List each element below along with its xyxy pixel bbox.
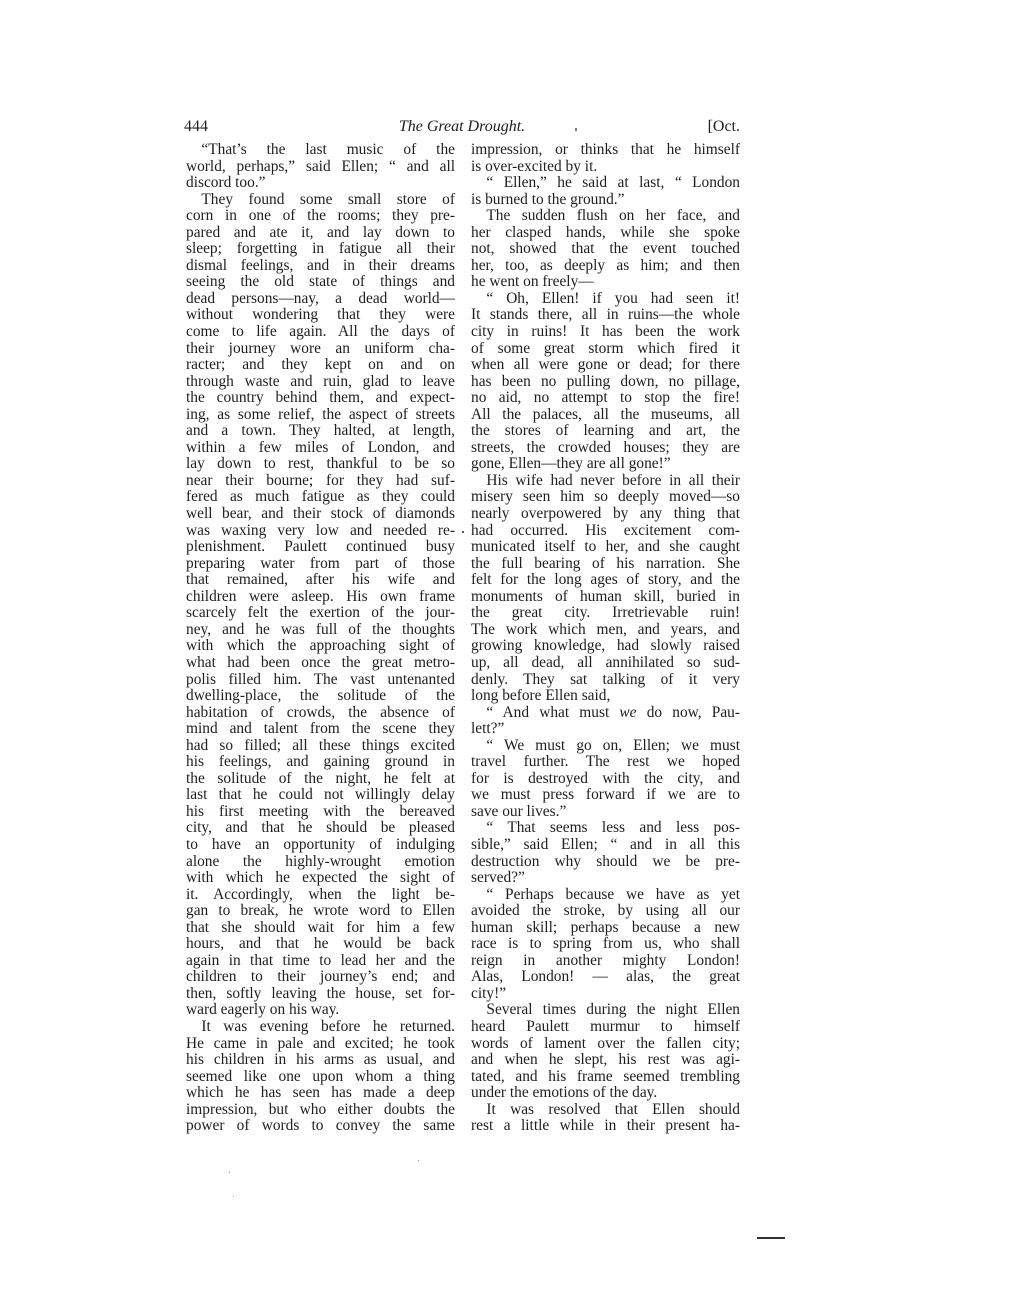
text-line: had occurred. His excitement com- bbox=[471, 521, 740, 539]
text-line: pared and ate it, and lay down to bbox=[186, 223, 455, 241]
text-line: her clasped hands, while she spoke bbox=[471, 223, 740, 241]
text-line: reign in another mighty London! bbox=[471, 951, 740, 969]
text-line: scarcely felt the exertion of the jour- bbox=[186, 604, 455, 622]
print-mark bbox=[757, 1237, 785, 1239]
text-line: of some great storm which fired it bbox=[471, 339, 740, 357]
text-line: plenishment. Paulett continued busy bbox=[186, 538, 455, 556]
text-line: “ And what must we do now, Pau- bbox=[486, 703, 740, 721]
text-line: to have an opportunity of indulging bbox=[186, 835, 455, 853]
print-mark bbox=[462, 531, 464, 533]
text-line: ing, as some relief, the aspect of streets bbox=[186, 405, 455, 423]
text-line: well bear, and their stock of diamonds bbox=[186, 505, 455, 523]
text-line: “That’s the last music of the bbox=[201, 141, 455, 158]
text-line: through waste and ruin, glad to leave bbox=[186, 372, 455, 390]
text-line: come to life again. All the days of bbox=[186, 323, 455, 341]
text-line: It was resolved that Ellen should bbox=[486, 1100, 740, 1118]
text-line: He came in pale and excited; he took bbox=[186, 1034, 455, 1052]
text-line: the stores of learning and art, the bbox=[471, 422, 740, 440]
text-line: felt for the long ages of story, and the bbox=[471, 571, 740, 589]
text-line: fered as much fatigue as they could bbox=[186, 488, 455, 506]
text-line: children were asleep. His own frame bbox=[186, 587, 455, 605]
text-line: when all were gone or dead; for there bbox=[471, 356, 740, 374]
right-column bbox=[471, 142, 740, 1135]
text-line: then, softly leaving the house, set for- bbox=[186, 984, 455, 1002]
print-mark bbox=[575, 128, 577, 131]
text-line: Alas, London! — alas, the great bbox=[471, 968, 740, 986]
text-line: city, and that he should be pleased bbox=[186, 819, 455, 837]
text-line: “ Ellen,” he said at last, “ London bbox=[486, 174, 740, 192]
text-line: his children in his arms as usual, and bbox=[186, 1051, 455, 1069]
text-line: streets, the crowded houses; they are bbox=[471, 438, 740, 456]
text-line: preparing water from part of those bbox=[186, 554, 455, 572]
text-line: impression, or thinks that he himself bbox=[471, 141, 740, 158]
page-number: 444 bbox=[184, 118, 208, 135]
text-line: without wondering that they were bbox=[186, 306, 455, 324]
text-line: and when he slept, his rest was agi- bbox=[471, 1051, 740, 1069]
text-line: polis filled him. The vast untenanted bbox=[186, 670, 455, 688]
print-mark bbox=[233, 1196, 234, 1197]
text-line: up, all dead, all annihilated so sud- bbox=[471, 653, 740, 671]
text-line: which he has seen has made a deep bbox=[186, 1084, 455, 1102]
text-line: that she should wait for him a few bbox=[186, 918, 455, 936]
text-line: destruction why should we be pre- bbox=[471, 852, 740, 870]
text-line: with which the approaching sight of bbox=[186, 637, 455, 655]
text-line: race is to spring from us, who shall bbox=[471, 935, 740, 953]
text-line: his feelings, and gaining ground in bbox=[186, 753, 455, 771]
text-line: and a town. They halted, at length, bbox=[186, 422, 455, 440]
text-line: children to their journey’s end; and bbox=[186, 968, 455, 986]
running-title: The Great Drought. bbox=[398, 118, 526, 135]
text-line: hours, and that he would be back bbox=[186, 935, 455, 953]
text-line: we must press forward if we are to bbox=[471, 786, 740, 804]
text-line: long before Ellen said, bbox=[471, 687, 611, 705]
text-line: near their bourne; for they had suf- bbox=[186, 471, 455, 489]
text-line: sible,” said Ellen; “ and in all this bbox=[471, 835, 740, 853]
text-line: gone, Ellen—they are all gone!” bbox=[471, 455, 671, 473]
text-line: “ Perhaps because we have as yet bbox=[486, 885, 740, 903]
left-column bbox=[186, 142, 455, 1135]
text-line: seemed like one upon whom a thing bbox=[186, 1067, 455, 1085]
text-line: gan to break, he wrote word to Ellen bbox=[186, 902, 455, 920]
text-line: dwelling-place, the solitude of the bbox=[186, 687, 455, 705]
text-line: His wife had never before in all their bbox=[486, 471, 740, 489]
text-line: sleep; forgetting in fatigue all their bbox=[186, 240, 455, 258]
text-line: mind and talent from the scene they bbox=[186, 720, 455, 738]
text-line: city in ruins! It has been the work bbox=[471, 323, 740, 341]
text-line: growing knowledge, had slowly raised bbox=[471, 637, 740, 655]
text-line: his first meeting with the bereaved bbox=[186, 802, 455, 820]
text-line: human skill; perhaps because a new bbox=[471, 918, 740, 936]
text-line: avoided the stroke, by using all our bbox=[471, 902, 740, 920]
text-line: that remained, after his wife and bbox=[186, 571, 455, 589]
text-line: alone the highly-wrought emotion bbox=[186, 852, 455, 870]
text-line: travel further. The rest we hoped bbox=[471, 753, 740, 771]
text-line: seeing the old state of things and bbox=[186, 273, 455, 291]
text-line: It was evening before he returned. bbox=[201, 1017, 455, 1035]
text-line: tated, and his frame seemed trembling bbox=[471, 1067, 740, 1085]
text-line: “ We must go on, Ellen; we must bbox=[486, 736, 740, 754]
text-line: not, showed that the event touched bbox=[471, 240, 740, 258]
text-line: again in that time to lead her and the bbox=[186, 951, 455, 969]
text-line: is over-excited by it. bbox=[471, 157, 598, 175]
text-line: discord too.” bbox=[186, 174, 266, 192]
text-line: corn in one of the rooms; they pre- bbox=[186, 207, 455, 225]
text-line: nearly overpowered by any thing that bbox=[471, 505, 740, 523]
text-line: he went on freely— bbox=[471, 273, 594, 291]
print-mark bbox=[418, 1160, 419, 1161]
print-mark bbox=[229, 1172, 230, 1173]
text-line: “ That seems less and less pos- bbox=[486, 819, 740, 837]
text-line: All the palaces, all the museums, all bbox=[471, 405, 740, 423]
text-line: with which he expected the sight of bbox=[186, 869, 455, 887]
text-line: misery seen him so deeply moved—so bbox=[471, 488, 740, 506]
text-line: words of lament over the fallen city; bbox=[471, 1034, 740, 1052]
text-line: The work which men, and years, and bbox=[471, 620, 740, 638]
text-line: the country behind them, and expect- bbox=[186, 389, 455, 407]
text-line: ward eagerly on his way. bbox=[186, 1001, 340, 1019]
text-line: The sudden flush on her face, and bbox=[486, 207, 740, 225]
text-line: lay down to rest, thankful to be so bbox=[186, 455, 455, 473]
text-line: the full bearing of his narration. She bbox=[471, 554, 740, 572]
text-line: world, perhaps,” said Ellen; “ and all bbox=[186, 157, 455, 175]
text-line: ney, and he was full of the thoughts bbox=[186, 620, 455, 638]
text-line: save our lives.” bbox=[471, 802, 567, 820]
text-line: the solitude of the night, he felt at bbox=[186, 769, 455, 787]
text-line: They found some small store of bbox=[201, 190, 455, 208]
text-line: the great city. Irretrievable ruin! bbox=[471, 604, 740, 622]
text-line: has been no pulling down, no pillage, bbox=[471, 372, 740, 390]
text-line: was waxing very low and needed re- bbox=[186, 521, 455, 539]
text-line: racter; and they kept on and on bbox=[186, 356, 455, 374]
text-line: is burned to the ground.” bbox=[471, 190, 625, 208]
text-line: monuments of human skill, buried in bbox=[471, 587, 740, 605]
text-line: within a few miles of London, and bbox=[186, 438, 455, 456]
text-line: city!” bbox=[471, 984, 507, 1002]
text-line: their journey wore an uniform cha- bbox=[186, 339, 455, 357]
text-line: it. Accordingly, when the light be- bbox=[186, 885, 455, 903]
text-line: dead persons—nay, a dead world— bbox=[186, 289, 455, 307]
text-line: Several times during the night Ellen bbox=[486, 1001, 740, 1019]
text-line: habitation of crowds, the absence of bbox=[186, 703, 455, 721]
text-line: for is destroyed with the city, and bbox=[471, 769, 740, 787]
text-line: heard Paulett murmur to himself bbox=[471, 1017, 740, 1035]
text-line: “ Oh, Ellen! if you had seen it! bbox=[486, 289, 740, 307]
text-line: no aid, no attempt to stop the fire! bbox=[471, 389, 740, 407]
text-line: her, too, as deeply as him; and then bbox=[471, 256, 740, 274]
text-line: served?” bbox=[471, 869, 525, 887]
text-line: rest a little while in their present ha- bbox=[471, 1117, 740, 1135]
text-line: what had been once the great metro- bbox=[186, 653, 455, 671]
text-line: impression, but who either doubts the bbox=[186, 1100, 455, 1118]
text-line: last that he could not willingly delay bbox=[186, 786, 455, 804]
text-line: It stands there, all in ruins—the whole bbox=[471, 306, 740, 324]
text-line: under the emotions of the day. bbox=[471, 1084, 658, 1102]
running-header bbox=[184, 117, 740, 139]
text-line: lett?” bbox=[471, 720, 505, 738]
text-line: dismal feelings, and in their dreams bbox=[186, 256, 455, 274]
header-month: [Oct. bbox=[707, 118, 740, 135]
text-line: denly. They sat talking of it very bbox=[471, 670, 740, 688]
text-line: had so filled; all these things excited bbox=[186, 736, 455, 754]
text-line: power of words to convey the same bbox=[186, 1117, 455, 1135]
text-line: municated itself to her, and she caught bbox=[471, 538, 740, 556]
